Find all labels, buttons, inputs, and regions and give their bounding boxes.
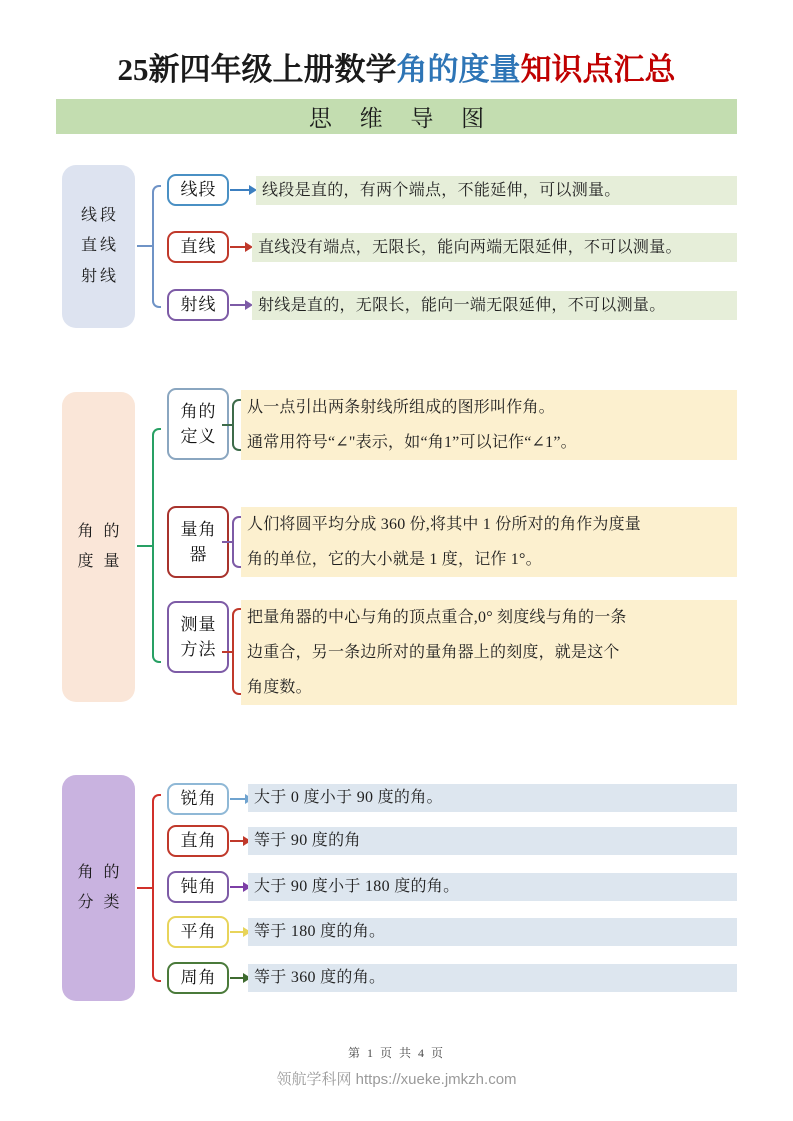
page-title bbox=[0, 44, 793, 89]
root-line-1: 角 的 bbox=[77, 522, 123, 540]
bracket-measuring-method bbox=[232, 608, 241, 695]
desc-text: 等于 180 度的角。 bbox=[254, 923, 386, 941]
desc-line-2: 边重合，另一条边所对的量角器上的刻度，就是这个 bbox=[247, 644, 620, 661]
root-node-angle-measure bbox=[62, 392, 135, 702]
node-label-line-1: 量角 bbox=[180, 519, 217, 539]
desc-text: 直线没有端点，无限长，能向两端无限延伸，不可以测量。 bbox=[258, 238, 682, 256]
root-node-lines bbox=[62, 165, 135, 328]
bracket-stub-protractor bbox=[222, 541, 233, 543]
node-protractor[interactable] bbox=[167, 506, 229, 578]
arrow-full-angle bbox=[230, 977, 250, 979]
node-label-line-2: 定义 bbox=[180, 427, 217, 446]
node-straight-line[interactable] bbox=[167, 231, 229, 263]
root-line-2: 直线 bbox=[80, 237, 119, 255]
desc-straight-angle bbox=[248, 918, 737, 946]
root-node-angle-types bbox=[62, 775, 135, 1001]
node-label: 周角 bbox=[180, 967, 217, 987]
desc-acute-angle bbox=[248, 784, 737, 812]
title-part-subject: 25新四年级上册数学 bbox=[117, 52, 397, 87]
root-line-2: 度 量 bbox=[77, 553, 123, 570]
subtitle-text: 思 维 导 图 bbox=[308, 106, 496, 131]
root-line-3: 射线 bbox=[80, 267, 119, 285]
arrow-straight-line bbox=[230, 246, 252, 248]
bracket-lines bbox=[152, 185, 161, 308]
node-label: 锐角 bbox=[180, 788, 217, 808]
node-label-line-1: 测量 bbox=[180, 614, 217, 634]
desc-line-1: 人们将圆平均分成 360 份,将其中 1 份所对的角作为度量 bbox=[247, 516, 642, 533]
desc-text: 射线是直的，无限长，能向一端无限延伸，不可以测量。 bbox=[258, 296, 666, 314]
title-part-summary: 知识点汇总 bbox=[520, 52, 676, 87]
node-label: 线段 bbox=[180, 179, 217, 199]
arrow-straight-angle bbox=[230, 931, 250, 933]
bracket-protractor bbox=[232, 516, 241, 568]
desc-protractor bbox=[241, 507, 737, 577]
bracket-angle-types bbox=[152, 794, 161, 982]
node-measuring-method[interactable] bbox=[167, 601, 229, 673]
desc-ray bbox=[252, 291, 737, 320]
node-label: 直角 bbox=[180, 830, 217, 850]
footer-page-number: 第 1 页 共 4 页 bbox=[347, 1046, 445, 1060]
desc-text: 大于 90 度小于 180 度的角。 bbox=[254, 878, 460, 896]
arrow-right-angle bbox=[230, 840, 250, 842]
root-line-2: 分 类 bbox=[77, 894, 123, 911]
node-right-angle[interactable] bbox=[167, 825, 229, 857]
bracket-stub-lines bbox=[137, 245, 152, 247]
arrow-ray bbox=[230, 304, 252, 306]
root-line-1: 角 的 bbox=[77, 863, 123, 881]
node-label: 直线 bbox=[180, 236, 217, 256]
desc-line-1: 从一点引出两条射线所组成的图形叫作角。 bbox=[247, 399, 555, 416]
node-acute-angle[interactable] bbox=[167, 783, 229, 815]
arrow-obtuse-angle bbox=[230, 886, 250, 888]
node-label-line-2: 器 bbox=[189, 545, 208, 564]
node-line-segment[interactable] bbox=[167, 174, 229, 206]
node-full-angle[interactable] bbox=[167, 962, 229, 994]
desc-line-1: 把量角器的中心与角的顶点重合,0° 刻度线与角的一条 bbox=[247, 609, 627, 626]
desc-text: 大于 0 度小于 90 度的角。 bbox=[254, 789, 443, 807]
node-label-line-1: 角的 bbox=[180, 401, 217, 421]
desc-obtuse-angle bbox=[248, 873, 737, 901]
node-straight-angle[interactable] bbox=[167, 916, 229, 948]
node-label: 平角 bbox=[180, 921, 217, 941]
bracket-stub-measuring-method bbox=[222, 651, 233, 653]
node-label-line-2: 方法 bbox=[180, 640, 217, 659]
arrow-line-segment bbox=[230, 189, 256, 191]
desc-line-segment bbox=[256, 176, 737, 205]
bracket-angle-definition bbox=[232, 399, 241, 451]
node-angle-definition[interactable] bbox=[167, 388, 229, 460]
desc-text: 等于 90 度的角 bbox=[254, 832, 361, 850]
node-label: 射线 bbox=[180, 294, 217, 314]
desc-line-2: 通常用符号“∠"表示，如“角1”可以记作“∠1”。 bbox=[247, 434, 577, 451]
bracket-stub-angle-definition bbox=[222, 424, 233, 426]
desc-line-3: 角度数。 bbox=[247, 679, 312, 696]
desc-text: 等于 360 度的角。 bbox=[254, 969, 386, 987]
desc-right-angle bbox=[248, 827, 737, 855]
footer-site-url: 领航学科网 https://xueke.jmkzh.com bbox=[276, 1071, 517, 1088]
desc-text: 线段是直的，有两个端点，不能延伸，可以测量。 bbox=[262, 181, 621, 199]
root-line-1: 线段 bbox=[80, 206, 119, 224]
bracket-stub-angle-types bbox=[137, 887, 152, 889]
bracket-stub-angle-measure bbox=[137, 545, 152, 547]
desc-straight-line bbox=[252, 233, 737, 262]
node-label: 钝角 bbox=[180, 876, 217, 896]
bracket-angle-measure bbox=[152, 428, 161, 663]
title-part-topic: 角的度量 bbox=[396, 52, 521, 87]
node-obtuse-angle[interactable] bbox=[167, 871, 229, 903]
subtitle-banner bbox=[56, 99, 737, 134]
desc-angle-definition bbox=[241, 390, 737, 460]
node-ray[interactable] bbox=[167, 289, 229, 321]
desc-line-2: 角的单位，它的大小就是 1 度，记作 1°。 bbox=[247, 551, 542, 568]
desc-measuring-method bbox=[241, 600, 737, 705]
desc-full-angle bbox=[248, 964, 737, 992]
